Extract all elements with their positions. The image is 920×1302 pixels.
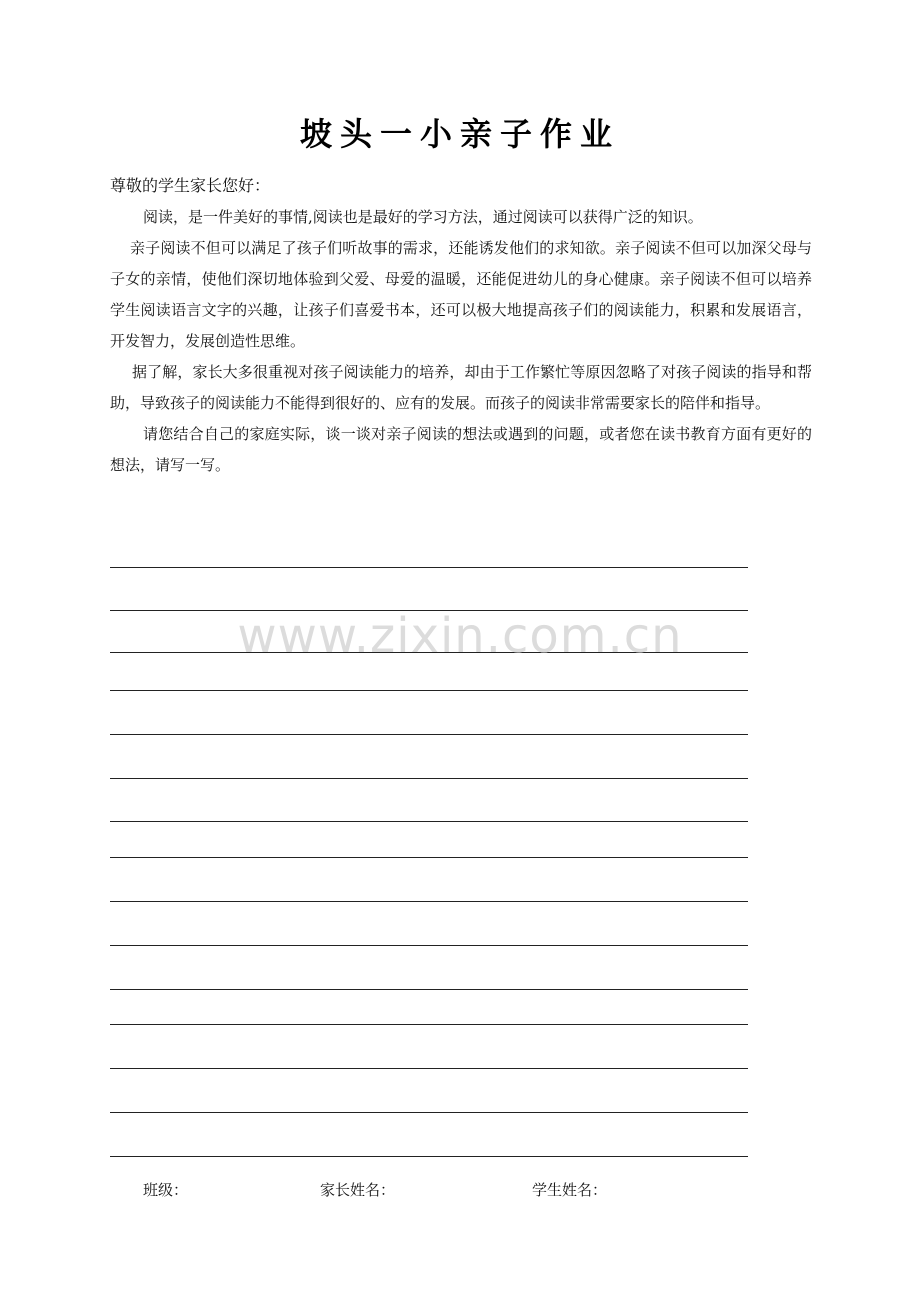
- page-title: 坡头一小亲子作业: [299, 115, 620, 153]
- writing-line: [110, 945, 748, 946]
- writing-line: [110, 857, 748, 858]
- parent-name-label: 家长姓名：: [320, 1181, 396, 1199]
- writing-line: [110, 652, 748, 653]
- body-text: [110, 202, 812, 481]
- writing-line: [110, 1156, 748, 1157]
- writing-line: [110, 989, 748, 990]
- writing-line: [110, 1068, 748, 1069]
- paragraph-request: 请您结合自己的家庭实际，谈一谈对亲子阅读的想法或遇到的问题，或者您在读书教育方面有更好的想法，请写一写。: [110, 425, 812, 474]
- student-name-label: 学生姓名：: [532, 1181, 608, 1199]
- class-label: 班级：: [143, 1181, 189, 1199]
- writing-line: [110, 1112, 748, 1113]
- paragraph-intro: 阅读，是一件美好的事情,阅读也是最好的学习方法，通过阅读可以获得广泛的知识。: [143, 208, 703, 226]
- writing-line: [110, 610, 748, 611]
- writing-line: [110, 821, 748, 822]
- paragraph-benefits: 亲子阅读不但可以满足了孩子们听故事的需求，还能诱发他们的求知欲。亲子阅读不但可以加深父母与子女的亲情，使他们深切地体验到父爱、母爱的温暖，还能促进幼儿的身心健康。亲子阅读不但可以培养学生阅读语言文字的兴趣，让孩子们喜爱书本，还可以极大地提高孩子们的阅读能力，积累和发展语言，开发智力，发展创造性思维。: [110, 239, 812, 350]
- watermark: www.zixin.com.cn: [237, 608, 683, 664]
- greeting: 尊敬的学生家长您好：: [110, 176, 271, 195]
- paragraph-situation: 据了解，家长大多很重视对孩子阅读能力的培养，却由于工作繁忙等原因忽略了对孩子阅读的指导和帮助，导致孩子的阅读能力不能得到很好的、应有的发展。而孩子的阅读非常需要家长的陪伴和指导。: [110, 363, 812, 412]
- writing-line: [110, 778, 748, 779]
- writing-line: [110, 690, 748, 691]
- writing-line: [110, 901, 748, 902]
- writing-line: [110, 1024, 748, 1025]
- writing-line: [110, 567, 748, 568]
- writing-line: [110, 734, 748, 735]
